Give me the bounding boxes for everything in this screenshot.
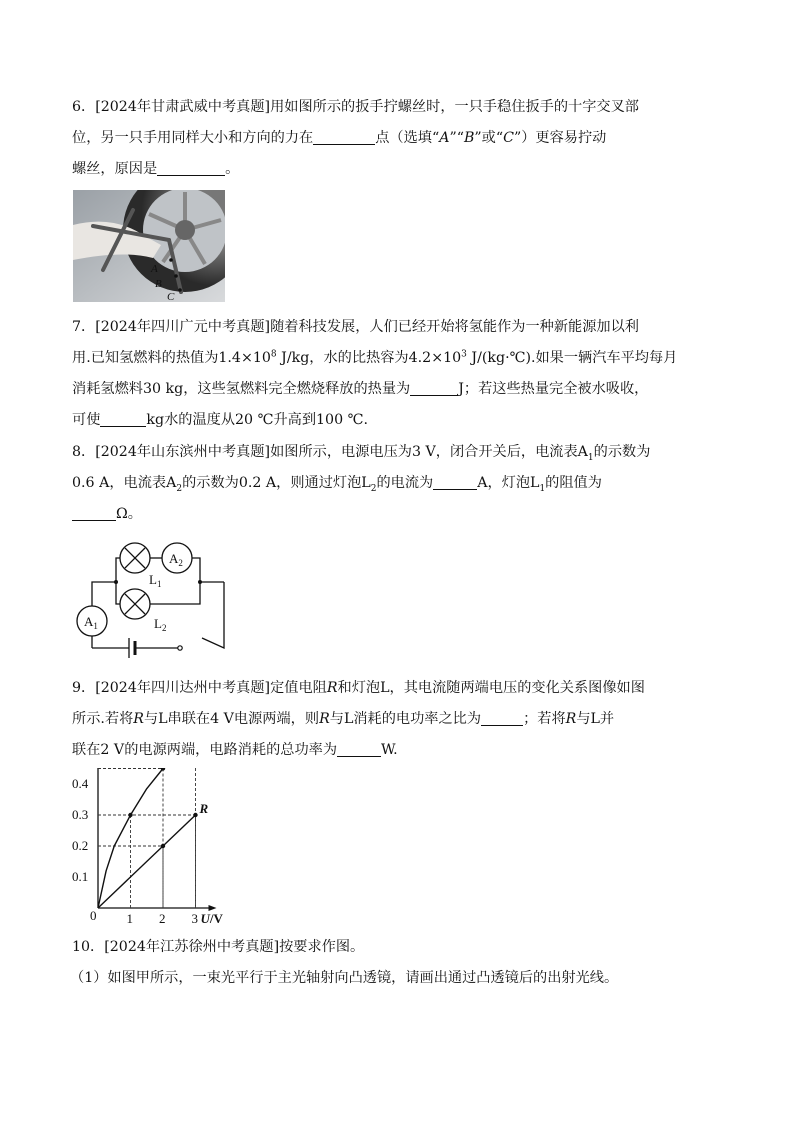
data-point	[161, 844, 165, 848]
y-tick-label: 0.1	[72, 869, 89, 884]
point-c-label: C	[167, 291, 175, 302]
circuit-diagram	[70, 540, 230, 660]
q10-line-1: 10．[2024年江苏徐州中考真题]按要求作图。	[72, 939, 365, 955]
series-line-r	[98, 815, 196, 908]
answer-blank[interactable]	[313, 128, 375, 145]
q7-line-3: 消耗氢燃料30 kg，这些氢燃料完全燃烧释放的热量为 J；若这些热量完全被水吸收，	[72, 381, 649, 397]
ammeter-a2-label: $A_2$	[169, 551, 183, 568]
q6-line-3: 螺丝，原因是 。	[72, 161, 240, 177]
question-9	[72, 673, 724, 766]
q8-line-1: 8．[2024年山东滨州中考真题]如图所示，电源电压为3 V，闭合开关后，电流表$A_1$的示数为	[72, 444, 651, 463]
question-10	[72, 932, 724, 994]
point-a-label: A	[151, 263, 158, 275]
answer-blank[interactable]	[72, 504, 116, 521]
lamp-l2-label: $L_2$	[154, 616, 167, 633]
answer-blank[interactable]	[433, 473, 477, 490]
q7-line-1: 7．[2024年四川广元中考真题]随着科技发展，人们已经开始将氢能作为一种新能源加以利	[72, 319, 639, 335]
q10-line-2: （1）如图甲所示，一束光平行于主光轴射向凸透镜，请画出通过凸透镜后的出射光线。	[70, 970, 619, 986]
q8-line-2: 0.6 A，电流表$A_2$的示数为0.2 A，则通过灯泡$L_2$的电流为 A，灯泡$L_1$的阻值为	[72, 475, 602, 494]
y-tick-label: 0.3	[72, 807, 89, 822]
q6-line-1: 6．[2024年甘肃武威中考真题]用如图所示的扳手拧螺丝时，一只手稳住扳手的十字交叉部	[72, 99, 639, 115]
y-tick-label: 0.4	[72, 776, 89, 791]
x-tick-label: 2	[159, 911, 166, 924]
y-tick-label: 0.2	[72, 838, 89, 853]
q9-line-1: 9．[2024年四川达州中考真题]定值电阻R和灯泡L，其电流随两端电压的变化关系图像如图	[72, 680, 645, 696]
q6-line-2: 位，另一只手用同样大小和方向的力在 点（选填“A”“B”或“C”）更容易拧动	[72, 130, 607, 146]
series-line-l	[98, 768, 196, 908]
q9-line-3: 联在2 V的电源两端，电路消耗的总功率为 W.	[72, 742, 398, 758]
answer-blank[interactable]	[100, 410, 146, 427]
point-b-label: B	[155, 278, 162, 290]
x-tick-label: 1	[126, 911, 133, 924]
question-7	[72, 312, 724, 436]
q9-line-2: 所示.若将R与L串联在4 V电源两端，则R与L消耗的电功率之比为 ；若将R与L并	[72, 711, 615, 727]
answer-blank[interactable]	[410, 379, 458, 396]
q8-line-3: Ω。	[72, 499, 724, 530]
lamp-l1-label: $L_1$	[149, 572, 162, 589]
series-label-r: R	[199, 801, 209, 816]
x-tick-label: 3	[191, 911, 198, 924]
question-8	[72, 437, 724, 530]
answer-blank[interactable]	[157, 159, 225, 176]
wrench-photo	[73, 190, 225, 302]
ammeter-a1-label: $A_1$	[84, 614, 98, 631]
x-axis-label: U/V	[200, 911, 223, 924]
data-point	[193, 813, 197, 817]
data-point	[128, 813, 132, 817]
q7-line-2: 用.已知氢燃料的热值为$1.4\times 10^8$ J/kg，水的比热容为$4.2\times 10^3$ J/(kg·℃).如果一辆汽车平均每月	[72, 349, 678, 366]
iu-chart	[68, 768, 268, 924]
answer-blank[interactable]	[337, 740, 381, 757]
question-6	[72, 92, 724, 185]
answer-blank[interactable]	[481, 709, 523, 726]
origin-label: 0	[90, 908, 97, 923]
q7-line-4: 可使 kg水的温度从20 ℃升高到100 ℃.	[72, 412, 369, 428]
